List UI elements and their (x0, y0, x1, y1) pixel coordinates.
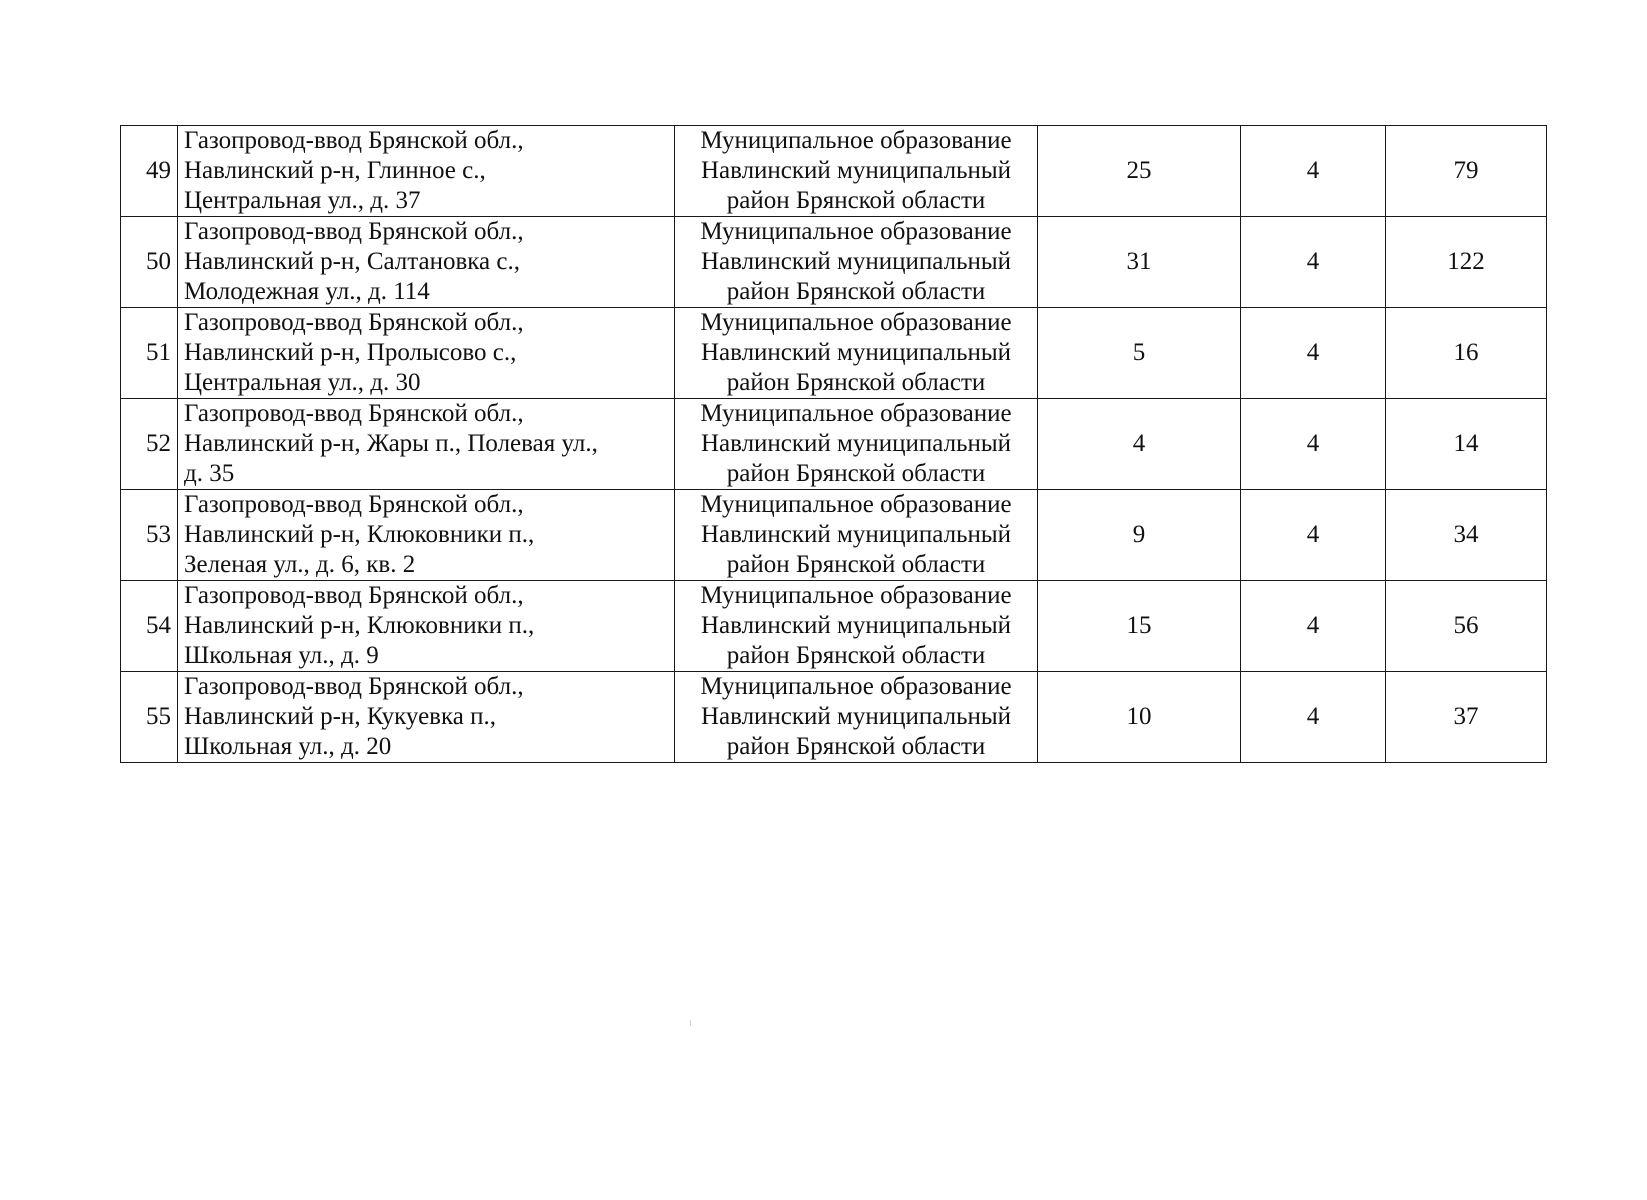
object-description (178, 308, 675, 399)
row-number: 51 (121, 308, 178, 399)
owner-line: Муниципальное образование (700, 400, 1012, 427)
object-line: Школьная ул., д. 9 (184, 642, 379, 669)
object-line: Газопровод-ввод Брянской обл., (184, 309, 524, 336)
value-col-5: 4 (1241, 308, 1386, 399)
object-line: д. 35 (184, 460, 235, 487)
owner-description (675, 399, 1038, 490)
owner-line: район Брянской области (726, 733, 986, 760)
row-number: 49 (121, 126, 178, 217)
object-description (178, 672, 675, 763)
object-line: Газопровод-ввод Брянской обл., (184, 127, 524, 154)
row-number: 55 (121, 672, 178, 763)
owner-line: Муниципальное образование (700, 127, 1012, 154)
value-col-5: 4 (1241, 126, 1386, 217)
object-description (178, 217, 675, 308)
object-description (178, 490, 675, 581)
value-col-4: 31 (1038, 217, 1241, 308)
owner-line: Муниципальное образование (700, 309, 1012, 336)
object-line: Навлинский р-н, Клюковники п., (184, 612, 535, 639)
object-line: Газопровод-ввод Брянской обл., (184, 582, 524, 609)
row-number: 52 (121, 399, 178, 490)
owner-line: район Брянской области (726, 369, 986, 396)
value-col-6: 34 (1386, 490, 1547, 581)
object-line: Навлинский р-н, Пролысово с., (184, 339, 517, 366)
value-col-6: 56 (1386, 581, 1547, 672)
object-line: Газопровод-ввод Брянской обл., (184, 218, 524, 245)
value-col-6: 122 (1386, 217, 1547, 308)
owner-line: Муниципальное образование (700, 673, 1012, 700)
table-row (121, 217, 1547, 308)
owner-line: район Брянской области (726, 551, 986, 578)
owner-line: Муниципальное образование (700, 218, 1012, 245)
object-line: Центральная ул., д. 30 (184, 369, 421, 396)
owner-line: Навлинский муниципальный (700, 248, 1012, 275)
owner-line: Навлинский муниципальный (700, 703, 1012, 730)
owner-line: район Брянской области (726, 460, 986, 487)
object-line: Центральная ул., д. 37 (184, 187, 421, 214)
owner-line: Навлинский муниципальный (700, 157, 1012, 184)
owner-description (675, 308, 1038, 399)
table-row (121, 126, 1547, 217)
owner-description (675, 217, 1038, 308)
object-line: Школьная ул., д. 20 (184, 733, 392, 760)
owner-description (675, 581, 1038, 672)
object-description (178, 581, 675, 672)
owner-description (675, 126, 1038, 217)
row-number: 50 (121, 217, 178, 308)
object-line: Газопровод-ввод Брянской обл., (184, 673, 524, 700)
owner-line: Навлинский муниципальный (700, 339, 1012, 366)
value-col-6: 37 (1386, 672, 1547, 763)
object-line: Газопровод-ввод Брянской обл., (184, 491, 524, 518)
object-line: Навлинский р-н, Клюковники п., (184, 521, 535, 548)
owner-line: Муниципальное образование (700, 582, 1012, 609)
value-col-5: 4 (1241, 399, 1386, 490)
value-col-5: 4 (1241, 490, 1386, 581)
object-description (178, 399, 675, 490)
owner-line: район Брянской области (726, 642, 986, 669)
gas-pipeline-table (120, 125, 1547, 763)
owner-line: Муниципальное образование (700, 491, 1012, 518)
table-row (121, 399, 1547, 490)
owner-line: Навлинский муниципальный (700, 612, 1012, 639)
value-col-4: 25 (1038, 126, 1241, 217)
object-line: Зеленая ул., д. 6, кв. 2 (184, 551, 416, 578)
value-col-5: 4 (1241, 581, 1386, 672)
table-row (121, 672, 1547, 763)
object-line: Навлинский р-н, Жары п., Полевая ул., (184, 430, 598, 457)
scan-artifact (690, 1020, 691, 1026)
object-line: Навлинский р-н, Салтановка с., (184, 248, 520, 275)
object-description (178, 126, 675, 217)
value-col-4: 10 (1038, 672, 1241, 763)
value-col-4: 15 (1038, 581, 1241, 672)
object-line: Молодежная ул., д. 114 (184, 278, 430, 305)
table-row (121, 490, 1547, 581)
value-col-4: 5 (1038, 308, 1241, 399)
owner-line: район Брянской области (726, 187, 986, 214)
object-line: Навлинский р-н, Кукуевка п., (184, 703, 496, 730)
object-line: Навлинский р-н, Глинное с., (184, 157, 486, 184)
value-col-5: 4 (1241, 672, 1386, 763)
value-col-6: 16 (1386, 308, 1547, 399)
value-col-6: 79 (1386, 126, 1547, 217)
owner-line: Навлинский муниципальный (700, 521, 1012, 548)
owner-line: Навлинский муниципальный (700, 430, 1012, 457)
value-col-4: 9 (1038, 490, 1241, 581)
owner-description (675, 672, 1038, 763)
value-col-5: 4 (1241, 217, 1386, 308)
row-number: 54 (121, 581, 178, 672)
row-number: 53 (121, 490, 178, 581)
table-row (121, 581, 1547, 672)
object-line: Газопровод-ввод Брянской обл., (184, 400, 524, 427)
table-row (121, 308, 1547, 399)
value-col-6: 14 (1386, 399, 1547, 490)
owner-line: район Брянской области (726, 278, 986, 305)
owner-description (675, 490, 1038, 581)
value-col-4: 4 (1038, 399, 1241, 490)
